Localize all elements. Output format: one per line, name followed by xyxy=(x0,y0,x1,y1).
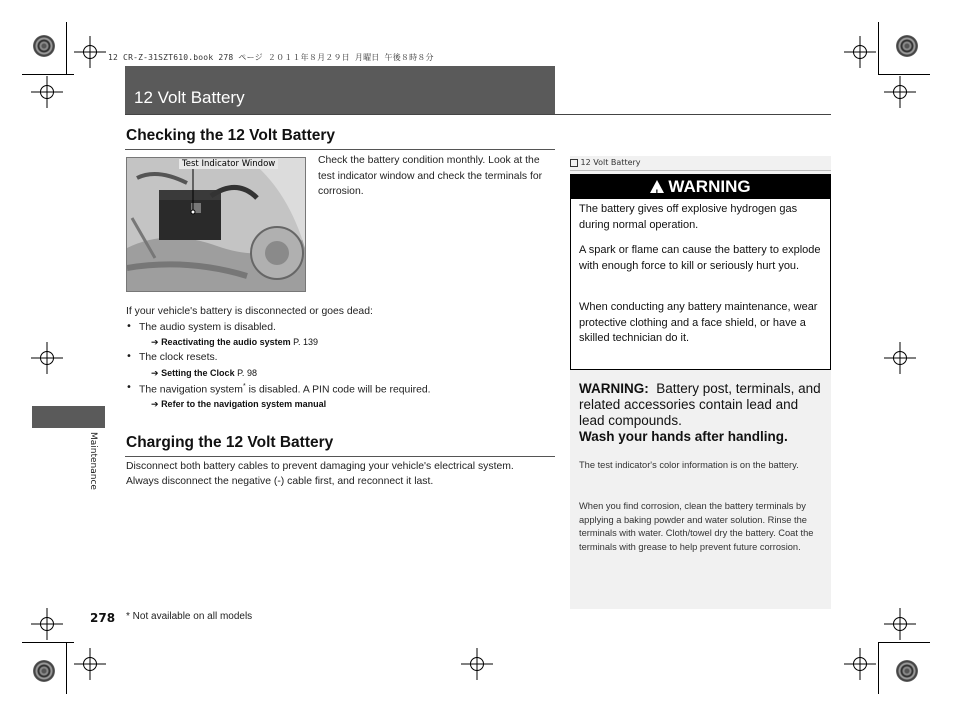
arrow-ref-icon: ➔ xyxy=(151,368,159,378)
registration-mark-icon xyxy=(83,45,97,59)
warning-paragraph: When conducting any battery maintenance, wear protective clothing and a face shield, or have a skilled technician do it. xyxy=(579,301,818,344)
section-heading-charging: Charging the 12 Volt Battery xyxy=(126,434,334,451)
battery-illustration xyxy=(127,158,305,291)
crop-mark xyxy=(22,74,74,75)
sidebar-note: When you find corrosion, clean the battery terminals by applying a baking powder and water solution. Rinse the terminals with water. Cloth/towel dry the battery. Coat the terminals with grease to help prevent future corrosion. xyxy=(579,501,814,552)
crop-mark xyxy=(878,642,879,694)
registration-mark-icon xyxy=(853,45,867,59)
section-tab xyxy=(32,406,105,428)
page-number: 278 xyxy=(90,611,116,625)
checking-intro: Check the battery condition monthly. Look at the test indicator window and check the terminals for corrosion. xyxy=(318,155,543,197)
registration-mark-icon xyxy=(40,85,54,99)
bullet-dot: • xyxy=(126,321,132,332)
warning-header: !WARNING xyxy=(571,175,830,199)
battery-photo xyxy=(126,157,306,292)
bullet-dot: • xyxy=(126,351,132,362)
bullet-clock: The clock resets. xyxy=(139,352,218,363)
registration-mark-icon xyxy=(83,657,97,671)
arrow-ref-icon: ➔ xyxy=(151,337,159,347)
sidebar-note: The test indicator's color information is on the battery. xyxy=(579,460,799,470)
ref-navigation[interactable]: ➔ Refer to the navigation system manual xyxy=(151,399,327,409)
crop-mark xyxy=(66,642,67,694)
bullet-audio: The audio system is disabled. xyxy=(139,322,276,333)
image-callout: Test Indicator Window xyxy=(179,159,278,169)
page-title: 12 Volt Battery xyxy=(134,88,245,107)
charging-line-1: Disconnect both battery cables to prevent damaging your vehicle's electrical system. xyxy=(126,461,514,472)
color-rosette-icon xyxy=(896,35,918,57)
crop-mark xyxy=(22,642,74,643)
prop65-warning: WARNING: Battery post, terminals, and related accessories contain lead and lead compounds. Wash your hands after handling. xyxy=(579,381,821,444)
warning-triangle-icon xyxy=(650,180,664,193)
ref-clock[interactable]: ➔ Setting the Clock P. 98 xyxy=(151,368,257,378)
registration-mark-icon xyxy=(893,351,907,365)
section-rule xyxy=(125,149,555,150)
section-tab-label: Maintenance xyxy=(88,432,98,490)
print-info: 12 CR-Z-31SZT610.book 278 ページ ２０１１年８月２９日 月曜日 午後８時８分 xyxy=(108,53,434,62)
registration-mark-icon xyxy=(893,617,907,631)
arrow-ref-icon: ➔ xyxy=(151,399,159,409)
charging-line-2: Always disconnect the negative (-) cable first, and reconnect it last. xyxy=(126,476,434,487)
registration-mark-icon xyxy=(893,85,907,99)
crop-mark xyxy=(878,642,930,643)
bullet-navigation: The navigation system* is disabled. A PIN code will be required. xyxy=(139,383,431,396)
registration-mark-icon xyxy=(853,657,867,671)
color-rosette-icon xyxy=(33,35,55,57)
color-rosette-icon xyxy=(896,660,918,682)
crop-mark xyxy=(878,74,930,75)
footnote: * Not available on all models xyxy=(126,611,253,622)
section-rule xyxy=(125,456,555,457)
registration-mark-icon xyxy=(470,657,484,671)
section-heading-checking: Checking the 12 Volt Battery xyxy=(126,127,336,144)
crop-mark xyxy=(878,22,879,74)
ref-marker-icon xyxy=(570,159,578,167)
warning-paragraph: A spark or flame can cause the battery to explode with enough force to kill or seriously hurt you. xyxy=(579,244,821,272)
sidebar-ref-header: 12 Volt Battery xyxy=(570,156,831,171)
warning-paragraph: The battery gives off explosive hydrogen gas during normal operation. xyxy=(579,203,798,231)
registration-mark-icon xyxy=(40,617,54,631)
registration-mark-icon xyxy=(40,351,54,365)
color-rosette-icon xyxy=(33,660,55,682)
crop-mark xyxy=(66,22,67,74)
disconnected-intro: If your vehicle's battery is disconnected or goes dead: xyxy=(126,306,373,317)
title-rule xyxy=(125,114,831,115)
bullet-dot: • xyxy=(126,382,132,393)
ref-audio[interactable]: ➔ Reactivating the audio system P. 139 xyxy=(151,337,318,347)
